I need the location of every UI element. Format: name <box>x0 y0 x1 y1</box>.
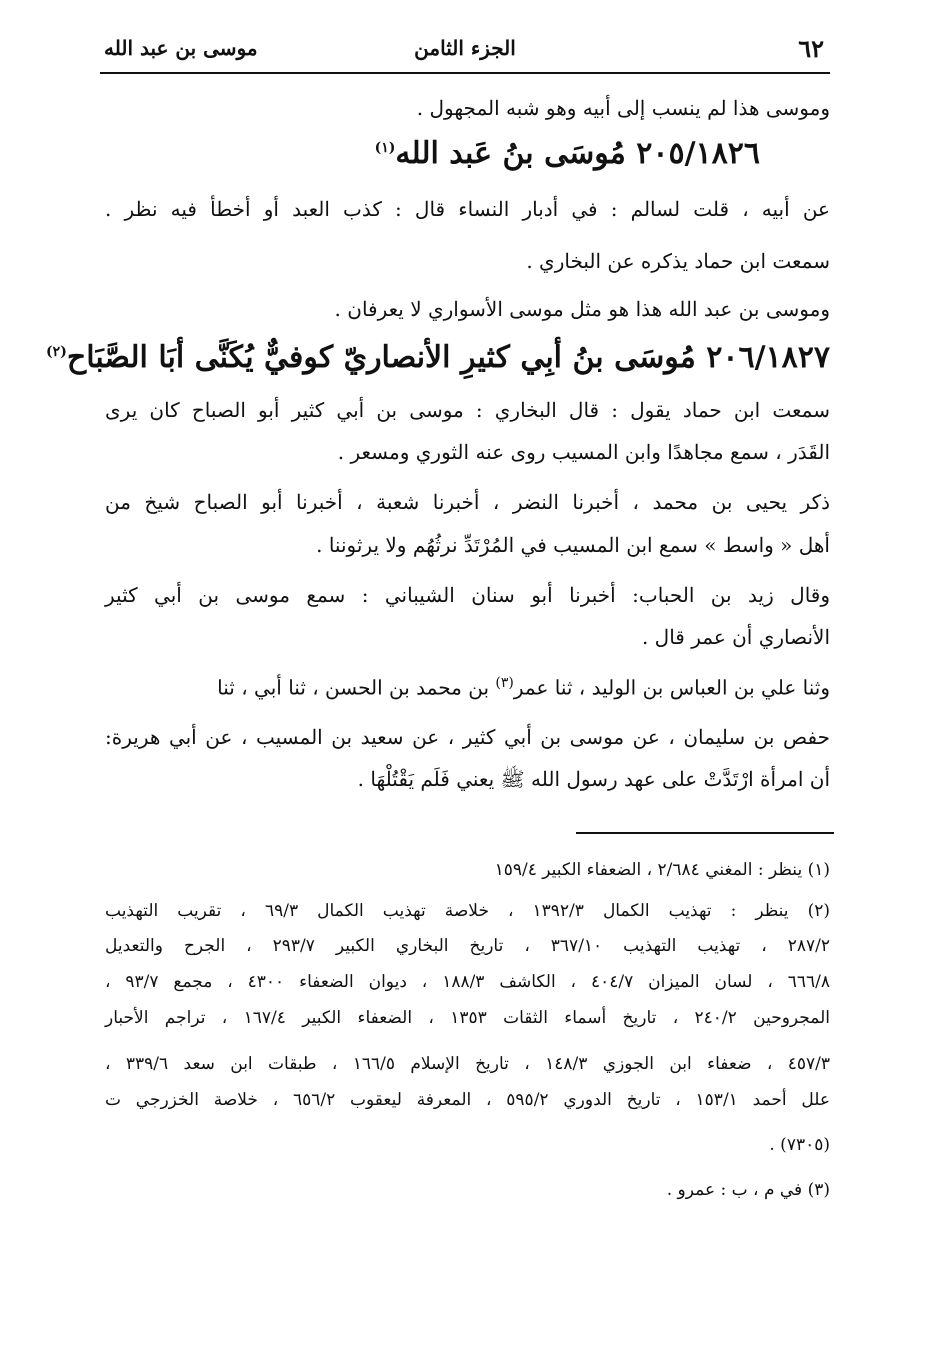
text-line <box>217 675 830 700</box>
footnote: ٤٥٧/٣ ، ضعفاء ابن الجوزي ١٤٨/٣ ، تاريخ الإسلام ١٦٦/٥ ، طبقات ابن سعد ٣٣٩/٦ ، <box>105 1054 831 1074</box>
entry-heading <box>375 136 760 172</box>
text-segment: بن محمد بن الحسن ، ثنا أبي ، ثنا <box>217 675 496 700</box>
footnote: (٣) في م ، ب : عمرو . <box>666 1180 830 1200</box>
footnote-marker: (١) <box>374 140 396 156</box>
footnote: المجروحين ٢٤٠/٢ ، تاريخ أسماء الثقات ١٣٥٣ ، الضعفاء الكبير ١٦٧/٤ ، تراجم الأحبار <box>105 1008 831 1028</box>
text-segment: وثنا علي بن العباس بن الوليد ، ثنا عمر <box>513 675 830 700</box>
footnote-marker: (٣) <box>495 675 514 691</box>
footnote-separator <box>576 832 834 834</box>
text-line: وقال زيد بن الحباب: أخبرنا أبو سنان الشيباني : سمع موسى بن أبي كثير <box>105 583 830 607</box>
footnote: علل أحمد ١٥٣/١ ، تاريخ الدوري ٥٩٥/٢ ، المعرفة ليعقوب ٦٥٦/٢ ، خلاصة الخزرجي ت <box>105 1090 831 1110</box>
text-line: سمعت ابن حماد يذكره عن البخاري . <box>526 249 830 273</box>
footnote: ٢٨٧/٢ ، تهذيب التهذيب ٣٦٧/١٠ ، تاريخ البخاري الكبير ٢٩٣/٧ ، الجرح والتعديل <box>105 936 831 956</box>
footnote: ٦٦٦/٨ ، لسان الميزان ٤٠٤/٧ ، الكاشف ١٨٨/٣ ، ديوان الضعفاء ٤٣٠٠ ، مجمع ٩٣/٧ ، <box>105 972 831 992</box>
entry-heading <box>46 340 830 376</box>
footnote-marker: (٢) <box>46 344 67 360</box>
text-line: سمعت ابن حماد يقول : قال البخاري : موسى بن أبي كثير أبو الصباح كان يرى <box>105 398 830 422</box>
text-line: الأنصاري أن عمر قال . <box>641 625 830 649</box>
entry-title: موسى بن عبد الله <box>104 36 258 60</box>
footnote: (١) ينظر : المغني ٢/٦٨٤ ، الضعفاء الكبير ١٥٩/٤ <box>494 860 830 880</box>
text-line: عن أبيه ، قلت لسالم : في أدبار النساء قال : كذب العبد أو أخطأ فيه نظر . <box>105 197 830 221</box>
footnote: (٧٣٠٥) . <box>769 1135 830 1155</box>
text-line: حفص بن سليمان ، عن موسى بن أبي كثير ، عن سعيد بن المسيب ، عن أبي هريرة: <box>105 725 830 749</box>
entry-heading-text: ٢٠٦/١٨٢٧ مُوسَى بنُ أبِي كثيرِ الأنصاريّ كوفيٌّ يُكَنَّى أبَا الصَّبَاح <box>66 340 830 375</box>
footnote: (٢) ينظر : تهذيب الكمال ١٣٩٢/٣ ، خلاصة تهذيب الكمال ٦٩/٣ ، تقريب التهذيب <box>105 901 830 921</box>
volume-title: الجزء الثامن <box>414 36 516 60</box>
page-number: ٦٢ <box>798 34 824 63</box>
text-line: ذكر يحيى بن محمد ، أخبرنا النضر ، أخبرنا شعبة ، أخبرنا أبو الصباح شيخ من <box>105 490 830 514</box>
entry-heading-text: ٢٠٥/١٨٢٦ مُوسَى بنُ عَبد الله <box>395 136 760 171</box>
running-header <box>100 28 830 74</box>
text-line: أهل « واسط » سمع ابن المسيب في المُرْتَدِّ نرثُهُم ولا يرثوننا . <box>316 533 830 557</box>
text-line: وموسى هذا لم ينسب إلى أبيه وهو شبه المجهول . <box>416 96 830 120</box>
text-line: وموسى بن عبد الله هذا هو مثل موسى الأسواري لا يعرفان . <box>334 297 830 321</box>
text-line: أن امرأة ارْتَدَّتْ على عهد رسول الله ﷺ يعني فَلَم يَقْتُلْهَا . <box>357 767 830 791</box>
text-line: القَدَر ، سمع مجاهدًا وابن المسيب روى عنه الثوري ومسعر . <box>337 440 830 464</box>
